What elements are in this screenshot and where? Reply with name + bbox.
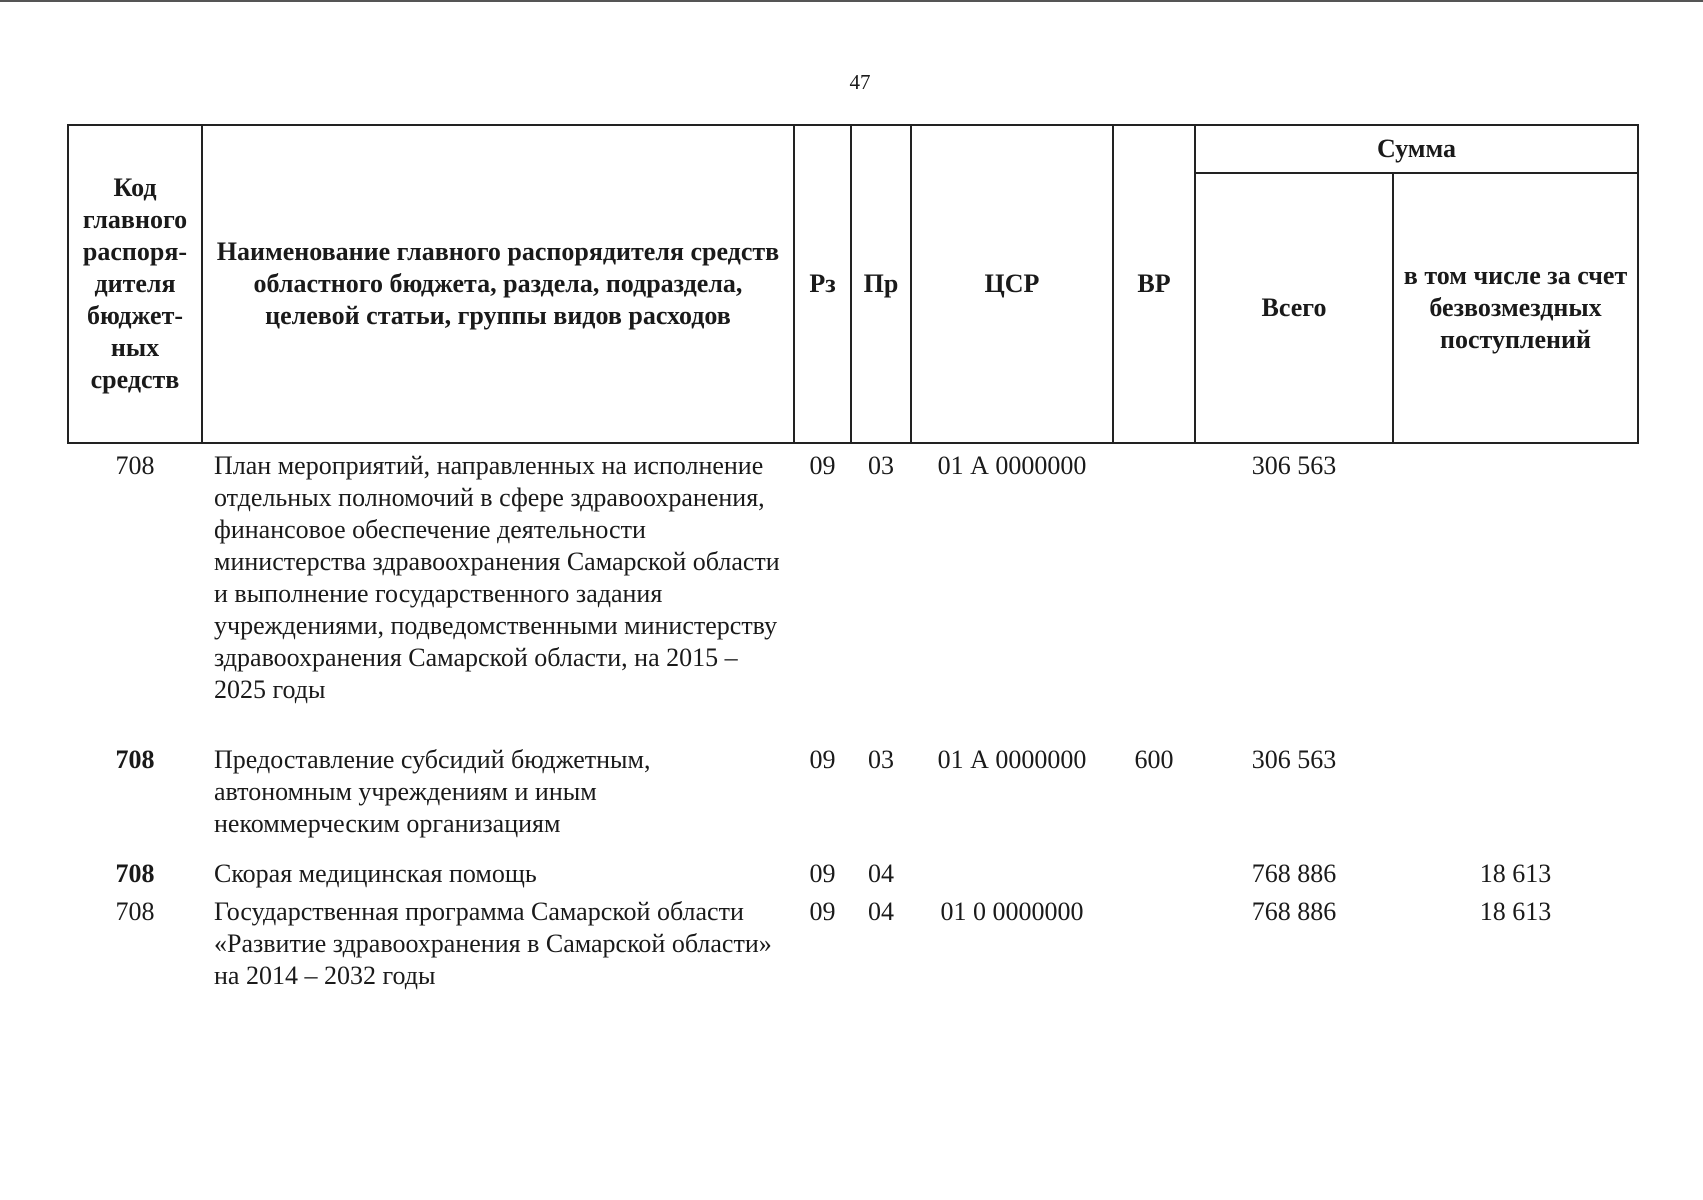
cell-name: Скорая медицинская помощь (214, 859, 537, 888)
cell-code: 708 (115, 745, 155, 774)
header-name: Наименование главного распорядителя средств областного бюджета, раздела, подраздела, целевой статьи, группы видов расходов (202, 125, 794, 443)
header-free-receipts: в том числе за счет безвозмездных поступлений (1393, 173, 1638, 443)
cell-pr: 04 (868, 859, 894, 888)
cell-vr: 600 (1134, 745, 1174, 774)
budget-table (67, 124, 1639, 996)
cell-free-receipts (1393, 443, 1638, 744)
cell-total: 306 563 (1251, 745, 1337, 774)
page-number: 47 (849, 70, 871, 94)
cell-total: 306 563 (1251, 451, 1337, 480)
cell-code: 708 (115, 897, 155, 926)
table-row (68, 744, 1638, 858)
cell-code: 708 (115, 859, 155, 888)
cell-code: 708 (115, 451, 155, 480)
header-rz: Рз (794, 125, 851, 443)
header-sum: Сумма (1195, 125, 1638, 173)
header-pr: Пр (851, 125, 911, 443)
cell-pr: 03 (868, 451, 894, 480)
cell-rz: 09 (809, 859, 836, 888)
cell-rz: 09 (809, 897, 836, 926)
header-vr: ВР (1113, 125, 1195, 443)
cell-csr: 01 А 0000000 (937, 745, 1087, 774)
cell-pr: 03 (868, 745, 894, 774)
cell-vr (1113, 896, 1195, 996)
table-row (68, 896, 1638, 996)
cell-free-receipts (1393, 744, 1638, 858)
cell-csr (911, 858, 1113, 896)
cell-csr: 01 А 0000000 (937, 451, 1087, 480)
cell-free-receipts: 18 613 (1479, 897, 1552, 926)
table-row (68, 443, 1638, 744)
cell-free-receipts: 18 613 (1479, 859, 1552, 888)
table-row (68, 858, 1638, 896)
cell-total: 768 886 (1251, 897, 1337, 926)
cell-vr (1113, 858, 1195, 896)
cell-pr: 04 (868, 897, 894, 926)
cell-name: План мероприятий, направленных на исполнение отдельных полномочий в сфере здравоохранения, финансовое обеспечение деятельности министерства здравоохранения Самарской области и выполнение государственного задания учреждениями, подведомственными министерству здравоохранения Самарской области, на 2015 – 2025 годы (214, 451, 780, 704)
cell-csr: 01 0 0000000 (940, 897, 1084, 926)
header-csr: ЦСР (911, 125, 1113, 443)
scan-edge-line (0, 0, 1703, 2)
cell-total: 768 886 (1251, 859, 1337, 888)
cell-vr (1113, 443, 1195, 744)
header-total: Всего (1195, 173, 1393, 443)
cell-rz: 09 (809, 745, 836, 774)
cell-name: Государственная программа Самарской области «Развитие здравоохранения в Самарской области» на 2014 – 2032 годы (214, 897, 772, 990)
cell-name: Предоставление субсидий бюджетным, автономным учреждениям и иным некоммерческим организациям (214, 745, 651, 838)
cell-rz: 09 (809, 451, 836, 480)
header-code: Код главного распоря-дителя бюджет-ных средств (68, 125, 202, 443)
